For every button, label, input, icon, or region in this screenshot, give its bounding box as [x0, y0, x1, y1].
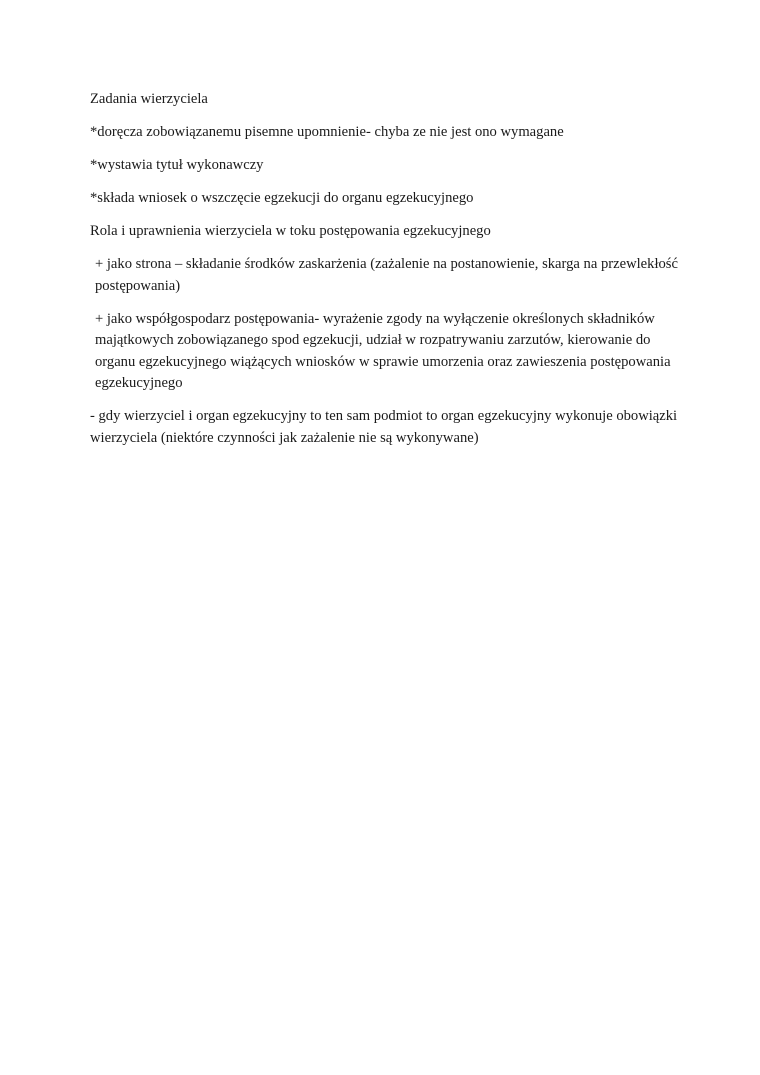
paragraph-task-2: *wystawia tytuł wykonawczy [90, 157, 264, 173]
document-heading: Zadania wierzyciela [90, 91, 208, 107]
paragraph-role-party: + jako strona – składanie środków zaskarżenia (zażalenie na postanowienie, skarga na przewlekłość postępowania) [95, 256, 678, 294]
paragraph-task-3: *składa wniosek o wszczęcie egzekucji do organu egzekucyjnego [90, 190, 474, 206]
document-body [90, 89, 680, 461]
paragraph-task-1: *doręcza zobowiązanemu pisemne upomnienie- chyba ze nie jest ono wymagane [90, 124, 564, 140]
section-heading-role: Rola i uprawnienia wierzyciela w toku postępowania egzekucyjnego [90, 223, 491, 239]
paragraph-same-entity: - gdy wierzyciel i organ egzekucyjny to ten sam podmiot to organ egzekucyjny wykonuje obowiązki wierzyciela (niektóre czynności jak zażalenie nie są wykonywane) [90, 408, 678, 446]
paragraph-role-cohost: + jako współgospodarz postępowania- wyrażenie zgody na wyłączenie określonych składników majątkowych zobowiązanego spod egzekucji, udział w rozpatrywaniu zarzutów, kierowanie do organu egzekucyjnego wiążących wniosków w sprawie umorzenia oraz zawieszenia postępowania egzekucyjnego [95, 310, 671, 391]
